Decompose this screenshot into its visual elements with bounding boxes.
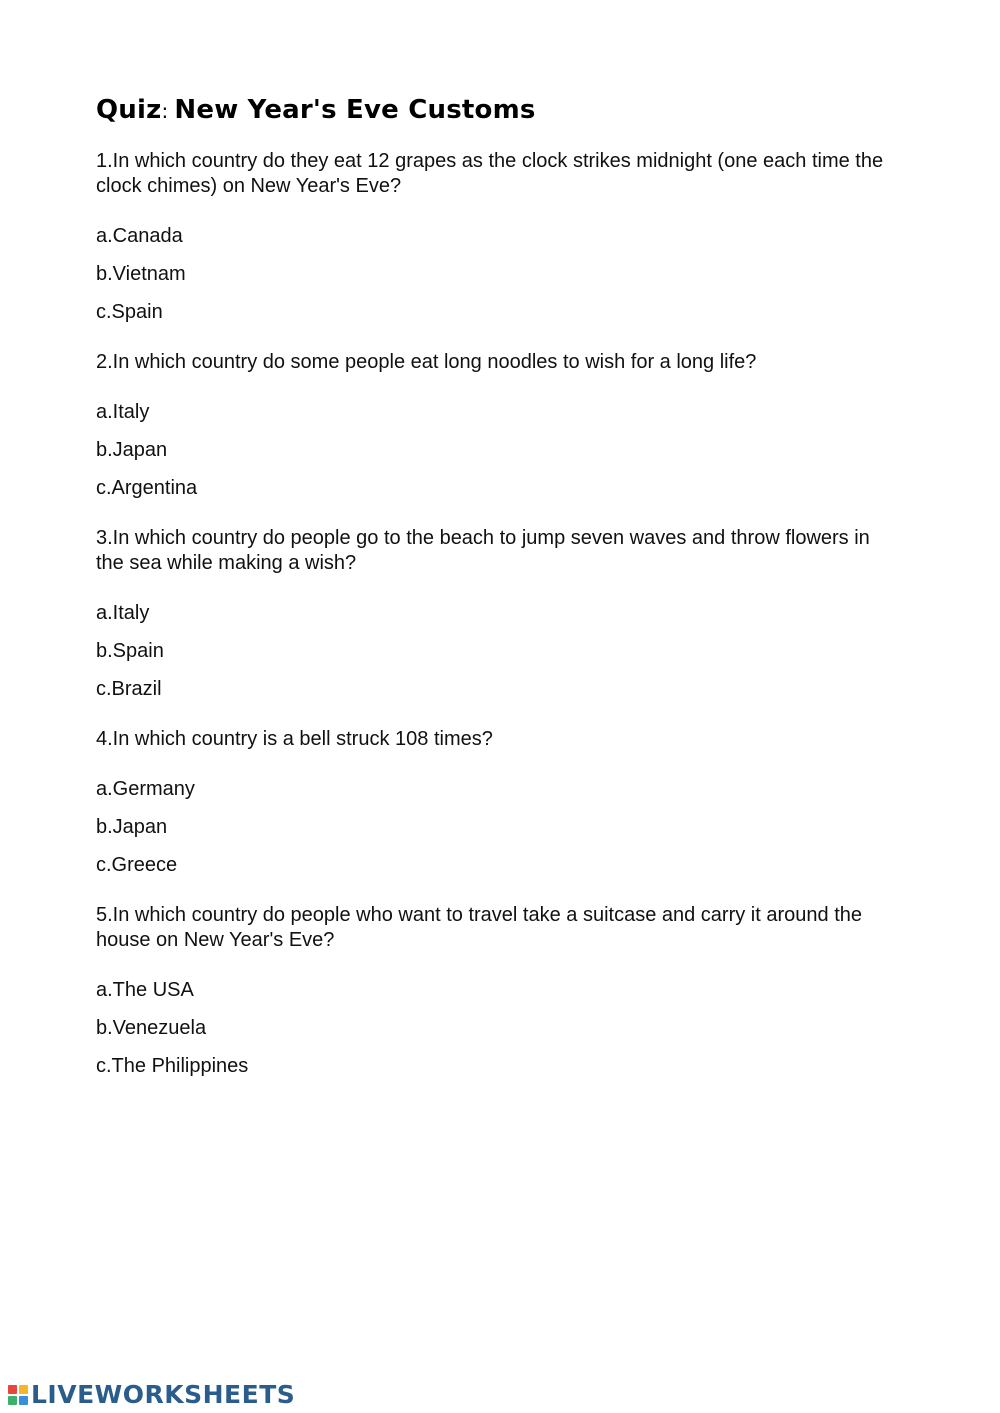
answer-option-c: c.Spain (96, 301, 163, 323)
answer-option-c: c.The Philippines (96, 1055, 249, 1077)
question-text: 1.In which country do they eat 12 grapes as the clock strikes midnight (one each time the clock chimes) on New Year's Eve? (96, 150, 884, 197)
answer-option-b: b.Spain (96, 640, 164, 662)
question-5 (96, 903, 896, 1079)
answer-option-c: c.Greece (96, 854, 178, 876)
title-prefix: Quiz (96, 95, 162, 125)
answer-option-c: c.Argentina (96, 477, 198, 499)
worksheet-page (96, 94, 896, 1092)
question-text: 5.In which country do people who want to travel take a suitcase and carry it around the house on New Year's Eve? (96, 904, 862, 951)
logo-square-red (8, 1385, 17, 1394)
question-text: 2.In which country do some people eat long noodles to wish for a long life? (96, 351, 757, 373)
answer-options (96, 978, 896, 1079)
logo-square-blue (19, 1396, 28, 1405)
question-text: 3.In which country do people go to the beach to jump seven waves and throw flowers in the sea while making a wish? (96, 527, 870, 574)
question-2 (96, 350, 896, 501)
answer-option-b: b.Vietnam (96, 263, 186, 285)
answer-option-a: a.Germany (96, 778, 195, 800)
answer-option-c: c.Brazil (96, 678, 162, 700)
answer-options (96, 777, 896, 878)
question-3 (96, 526, 896, 702)
logo-mark-icon (8, 1385, 28, 1405)
logo-square-green (8, 1396, 17, 1405)
answer-options (96, 601, 896, 702)
title-colon: : (161, 99, 169, 123)
answer-options (96, 224, 896, 325)
question-text: 4.In which country is a bell struck 108 times? (96, 728, 493, 750)
logo-square-yellow (19, 1385, 28, 1394)
answer-option-a: a.Italy (96, 401, 150, 423)
title-main: New Year's Eve Customs (174, 95, 536, 125)
answer-option-b: b.Venezuela (96, 1017, 207, 1039)
answer-option-b: b.Japan (96, 816, 168, 838)
page-title (96, 94, 896, 127)
answer-option-a: a.Italy (96, 602, 150, 624)
liveworksheets-logo (8, 1380, 295, 1410)
answer-options (96, 400, 896, 501)
question-4 (96, 727, 896, 878)
question-1 (96, 149, 896, 325)
answer-option-a: a.The USA (96, 979, 194, 1001)
logo-text: LIVEWORKSHEETS (31, 1380, 296, 1409)
answer-option-b: b.Japan (96, 439, 168, 461)
answer-option-a: a.Canada (96, 225, 183, 247)
